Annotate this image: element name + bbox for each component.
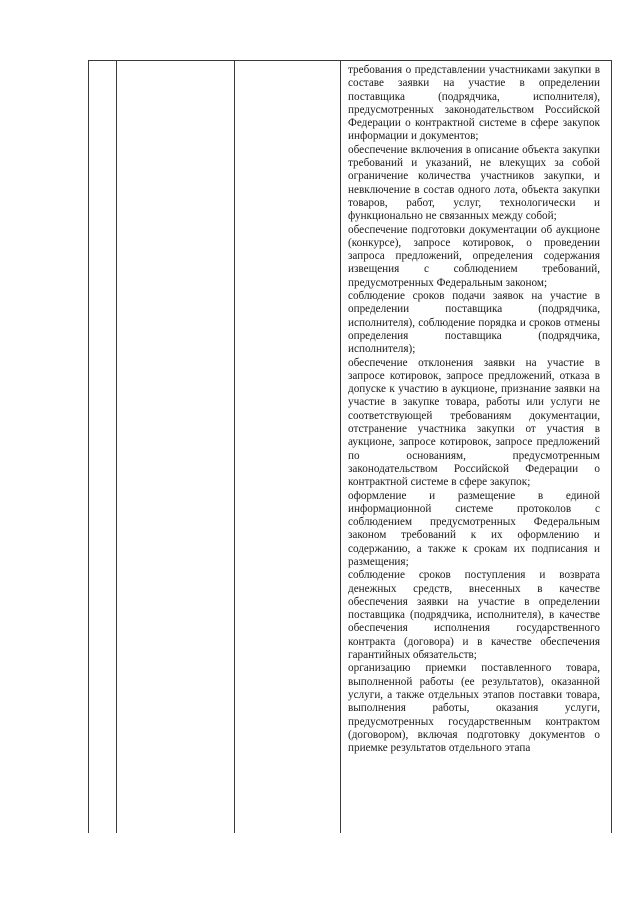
cell-paragraph: организацию приемки поставленного товара, выполненной работы (ее результатов), оказанной услуги, а также отдельных этапов поставки товара, выполнения работы, оказания услуги, предусмотренных государственным контрактом (договором), включая подготовку документов о приемке результатов отдельного этапа	[348, 662, 600, 755]
table-col-border-3	[234, 60, 235, 833]
cell-paragraph: обеспечение включения в описание объекта закупки требований и указаний, не влекущих за собой ограничение количества участников закупки, и невключение в состав одного лота, объекта закупки товаров, работ, услуг, технологически и функционально не связанных между собой;	[348, 143, 600, 223]
cell-paragraph: обеспечение отклонения заявки на участие в запросе котировок, запросе предложений, отказа в допуске к участию в аукционе, признание заявки на участие в закупке товара, работы или услуги не соответствующей требованиям документации, отстранение участника закупки от участия в аукционе, запросе котировок, запросе предложений по основаниям, предусмотренным законодательством Российской Федерации о контрактной системе в сфере закупок;	[348, 356, 600, 489]
table-top-border	[88, 60, 612, 61]
cell-paragraph: соблюдение сроков подачи заявок на участие в определении поставщика (подрядчика, исполнителя), соблюдение порядка и сроков отмены определения поставщика (подрядчика, исполнителя);	[348, 290, 600, 356]
cell-paragraph: оформление и размещение в единой информационной системе протоколов с соблюдением предусмотренных Федеральным законом требований к их оформлению и содержанию, а также к срокам их подписания и размещения;	[348, 489, 600, 568]
table-col-border-2	[116, 60, 117, 833]
table-col-border-5	[611, 60, 612, 833]
table-cell-text	[348, 64, 600, 832]
table-col-border-4	[340, 60, 341, 833]
cell-paragraph: обеспечение подготовки документации об аукционе (конкурсе), запросе котировок, о проведении запроса предложений, определения содержания извещения с соблюдением требований, предусмотренных Федеральным законом;	[348, 223, 600, 289]
table-col-border-1	[88, 60, 89, 833]
cell-paragraph: требования о представлении участниками закупки в составе заявки на участие в определении поставщика (подрядчика, исполнителя), предусмотренных законодательством Российской Федерации о контрактной системе в сфере закупок информации и документов;	[348, 64, 600, 143]
cell-paragraph: соблюдение сроков поступления и возврата денежных средств, внесенных в качестве обеспечения заявки на участие в определении поставщика (подрядчика, исполнителя), в качестве обеспечения исполнения государственного контракта (договора) и в качестве обеспечения гарантийных обязательств;	[348, 569, 600, 662]
